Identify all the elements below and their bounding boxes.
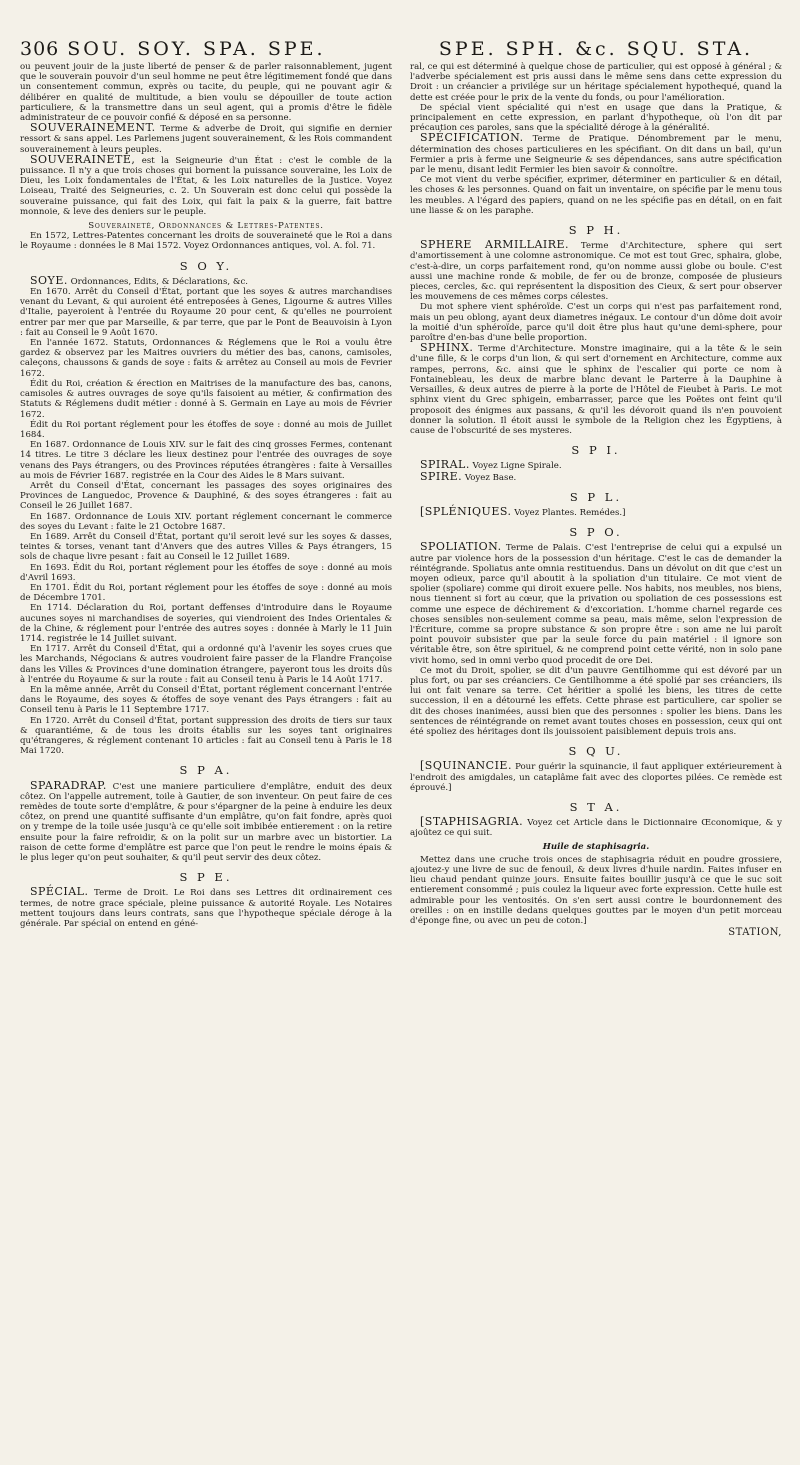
section-heading: S P L. [569,489,623,504]
section-heading: S Q U. [568,744,624,759]
entry-headword: SPARADRAP. [30,778,107,792]
dictionary-entry [410,133,782,175]
paragraph: Du mot sphere vient sphéroïde. C'est un corps qui n'est pas parfaitement rond, mais un peu oblong, ayant deux diametres inégaux. Le contour d'un dôme doit avoir la moitié d'un sphéroïde, parce qu'il doit être plus haut qu'une demi-sphere, pour paroître d'en-bas d'une belle proportion. [410,302,782,344]
paragraph: En 1670. Arrêt du Conseil d'État, portant que les soyes & autres marchandises venant du Levant, & qui auroient été entreposées à Genes, Ligourne & autres Villes d'Italie, payeroient à l'entrée du Royaume 20 pour cent, & qu'elles ne pourroient entrer par mer que par Marseille, & par terre, que par le Pont de Beauvoisin à Lyon : fait au Conseil le 9 Août 1670. [20,287,392,338]
entry-headword: SPIRE. [420,469,463,483]
paragraph: Mettez dans une cruche trois onces de staphisagria réduit en poudre grossiere, ajoutez-y une livre de suc de fenouil, & deux livres d'huile nardin. Faites infuser en lieu chaud pendant quinze jours. Ensuite faites bouillir jusqu'à ce que le suc soit entierement consommé ; puis coulez la liqueur avec forte expression. Cette huile est admirable pour les ventosités. On s'en sert aussi contre le bourdonnement des oreilles : on en instille dedans quelques gouttes par le moyen d'un petit morceau d'éponge fine, ou avec un peu de coton.] [410,854,782,927]
paragraph: En 1714. Déclaration du Roi, portant deffenses d'introduire dans le Royaume aucunes soyes ni marchandises de soyeries, qui viendroient des Indes Orientales & de la Chine, & réglement pour l'entrée des autres soyes : donnée à Marly le 11 Juin 1714. registrée le 14 Juillet suivant. [20,603,392,644]
section-heading: S P I. [571,443,621,458]
entry-text: Terme d'Architecture, sphere qui sert d'amortissement à une colomne astronomique. Ce mot est tout Grec, sphaira, globe, c'est-à-dire, un corps parfaitement rond, qu'on nomme aussi globe ou boule. C'est aussi une machine ronde & mobile, de fer ou de bronze, composée de plusieurs pieces, cercles, &c. qui représentent la disposition des Cieux, & sert pour observer les mouvemens de ces mêmes corps célestes. [410,241,782,303]
right-column [410,62,782,938]
entry-headword: SOUVERAINETÉ, [30,152,136,166]
entry-text: est la Seigneurie d'un État : c'est le comble de la puissance. Il n'y a que trois choses qui bornent la puissance souveraine, les Loix de Dieu, les Loix fondamentales de l'État, & les Loix naturelles de la Justice. Voyez Loiseau, Traité des Seigneuries, c. 2. Un Souverain est donc celui qui possède la souveraine puissance, qui fait des Loix, qui fait la paix & la guerre, fait battre monnoie, & leve des deniers sur le peuple. [20,155,392,217]
left-column [20,62,392,938]
entry-headword: SPIRAL. [420,458,470,472]
section-heading: S P A. [179,763,233,778]
entry-headword: [SQUINANCIE. [420,759,512,773]
dictionary-entry [410,469,782,483]
subheading: Souveraineté, Ordonnances & Lettres-Patentes. [88,221,324,232]
dictionary-entry [20,123,392,155]
left-running-title: SOU. SOY. SPA. SPE. [67,38,326,60]
paragraph: En 1720. Arrêt du Conseil d'État, portant suppression des droits de tiers sur taux & quarantiéme, & de tous les droits établis sur les soyes tant originaires qu'étrangeres, & réglement contenant 10 articles : fait au Conseil tenu à Paris le 18 Mai 1720. [20,715,392,757]
paragraph: Ce mot du Droit, spolier, se dit d'un pauvre Gentilhomme qui est dévoré par un plus fort, ou par ses créanciers. Ce Gentilhomme a été spolié par ses créanciers, ils lui ont fait venare sa terre. Cet héritier a spolié les biens, les titres de cette succession, il en a détourné les effets. Cette phrase est particuliere, car spolier se dit des choses inanimées, aussi bien que des personnes : spolier les biens. Dans les sentences de réintégrande on remet avant toutes choses en possession, ceux qui ont été spoliez des héritages dont ils jouissoient paisiblement depuis trois ans. [410,665,782,737]
paragraph: Édit du Roi, création & érection en Maitrises de la manufacture des bas, canons, camisoles & autres ouvrages de soye qu'ils faisoient au métier, & confirmation des Statuts & Réglemens dudit métier : donné à S. Germain en Laye au mois de Février 1672. [20,378,392,420]
entry-headword: SPHERE ARMILLAIRE. [420,238,570,252]
paragraph: En 1693. Édit du Roi, portant réglement pour les étoffes de soye : donné au mois d'Avril 1693. [20,562,392,583]
dictionary-entry [20,273,392,287]
dictionary-entry [410,817,782,838]
running-header [20,0,782,60]
entry-headword: SOUVERAINEMENT. [30,121,156,135]
entry-text: Terme & adverbe de Droit, qui signifie en dernier ressort & sans appel. Les Parlemens jugent souverainement, & les Rois commandent souverainement à leurs peuples. [20,124,392,155]
section-heading: S O Y. [179,258,233,273]
paragraph: En 1701. Édit du Roi, portant réglement pour les étoffes de soye : donné au mois de Décembre 1701. [20,582,392,604]
paragraph: En l'année 1672. Statuts, Ordonnances & Réglemens que le Roi a voulu être gardez & observez par les Maitres ouvriers du métier des bas, canons, camisoles, caleçons, chaussons & gands de soye : faits & arrêtez au Conseil au mois de Fevrier 1672. [20,338,392,379]
dictionary-entry [20,152,392,217]
catchword: STATION, [728,927,782,939]
recipe-title: Huile de staphisagria. [542,841,650,852]
dictionary-entry [410,343,782,436]
paragraph: En 1572, Lettres-Patentes concernant les droits de souveraineté que le Roi a dans le Royaume : données le 8 Mai 1572. Voyez Ordonnances antiques, vol. A. fol. 71. [20,231,392,252]
paragraph: En 1717. Arrêt du Conseil d'État, qui a ordonné qu'à l'avenir les soyes crues que les Marchands, Négocians & autres voudroient faire passer de la Flandre Françoise dans les Villes & Provinces d'une domination étrangere, payeront tous les droits dûs à l'entrée du Royaume & sur la route : fait au Conseil tenu à Paris le 14 Août 1717. [20,644,392,685]
paragraph: En la même année, Arrêt du Conseil d'État, portant réglement concernant l'entrée dans le Royaume, des soyes & étoffes de soye venant des Pays étrangers : fait au Conseil tenu à Paris le 11 Septembre 1717. [20,684,392,716]
paragraph: Édit du Roi portant réglement pour les étoffes de soye : donné au mois de Juillet 1684. [20,419,392,440]
paragraph: Arrêt du Conseil d'État, concernant les passages des soyes originaires des Provinces de Languedoc, Provence & Dauphiné, & des soyes étrangeres : fait au Conseil le 26 Juillet 1687. [20,480,392,512]
entry-text: Pour guérir la squinancie, il faut appliquer extérieurement à l'endroit des amigdales, un cataplâme fait avec des cloportes pilées. Ce remède est éprouvé.] [410,762,782,793]
entry-text: Voyez Plantes. Remédes.] [514,507,626,518]
entry-headword: SPÉCIAL. [30,885,89,899]
entry-text: Terme de Pratique. Dénombrement par le menu, détermination des choses particulieres en les spécifiant. On dit dans un bail, qu'un Fermier a pris à ferme une Seigneurie & ses dépendances, sans autre spécification par le menu, disant ledit Fermier les bien savoir & connoître. [410,134,782,176]
section-heading: S P H. [568,223,624,238]
right-running-title: SPE. SPH. &c. SQU. STA. [438,38,754,60]
dictionary-entry [410,460,782,471]
entry-headword: [SPLÉNIQUES. [420,504,512,518]
entry-headword: SPHINX. [420,341,474,355]
paragraph: En 1687. Ordonnance de Louis XIV. portant réglement concernant le commerce des soyes du Levant : faite le 21 Octobre 1687. [20,511,392,532]
paragraph: En 1687. Ordonnance de Louis XIV. sur le fait des cinq grosses Fermes, contenant 14 titres. Le titre 3 déclare les lieux destinez pour l'entrée des ouvrages de soye venans des Pays étrangers, ou des Provinces réputées étrangères : faite à Versailles au mois de Février 1687. registrée en la Cour des Aides le 8 Mars suivant. [20,440,392,481]
paragraph: De spécial vient spécialité qui n'est en usage que dans la Pratique, & principalement en cette expression, en parlant d'hypotheque, où l'on dit par précaution ces paroles, sans que la spécialité déroge à la généralité. [410,102,782,134]
page-number: 306 [20,38,60,60]
section-heading: S P E. [179,870,233,885]
two-column-body [20,62,782,938]
entry-text: Ordonnances, Edits, & Déclarations, &c. [70,276,249,287]
dictionary-entry [20,778,393,864]
paragraph: En 1689. Arrêt du Conseil d'État, portant qu'il seroit levé sur les soyes & dasses, teintes & torses, venant tant d'Anvers que des autres Villes & Pays étrangers, 15 sols de chaque livre pesant : fait au Conseil le 12 Juillet 1689. [20,531,392,563]
dictionary-entry [410,504,782,518]
section-heading: S T A. [569,800,623,814]
entry-headword: [STAPHISAGRIA. [420,815,524,829]
entry-text: Voyez Base. [464,472,517,483]
entry-headword: SPÉCIFICATION. [420,131,524,145]
entry-text: Voyez cet Article dans le Dictionnaire Œconomique, & y ajoûtez ce qui suit. [410,818,782,839]
paragraph: Ce mot vient du verbe spécifier, exprimer, déterminer en particulier & en détail, les choses & les personnes. Quand on fait un inventaire, on spécifie par le menu tous les meubles. A l'égard des papiers, quand on ne les spécifie pas en détail, on en fait une liasse & on les paraphe. [410,175,782,216]
entry-text: Terme de Droit. Le Roi dans ses Lettres dit ordinairement ces termes, de notre grace spéciale, pleine puissance & autorité Royale. Les Notaires mettent toujours dans leurs contrats, sans que l'hypotheque spéciale déroge à la générale. Par spécial on entend en géné- [20,888,392,930]
dictionary-entry [410,240,782,302]
entry-text: C'est une maniere particuliere d'emplâtre, enduit des deux côtez. On l'appelle autrement, toile à Gautier, de son inventeur. On peut faire de ces remèdes de toute sorte d'emplâtre, & pour s'épargner de la peine à enduire les deux côtez, on prend une quantité suffisante d'un emplâtre, qu'on fait fondre, après quoi on y trempe de la toile usée jusqu'à ce qu'elle soit imbibée entierement : on la retire ensuite pour la faire refroidir, & on la polit sur un marbre avec un bistortier. La raison de cette forme d'emplâtre est parce que l'on peut le rendre le moins épais & le plus leger qu'on peut souhaiter, & qu'il peut servir des deux côtez. [20,781,393,864]
paragraph: ral, ce qui est déterminé à quelque chose de particulier, qui est opposé à général ; & l'adverbe spécialement est pris aussi dans le même sens dans cette expression du Droit : un créancier a privilége sur un héritage spécialement hypothequé, quand la dette est créée pour le prix de la vente du fonds, ou pour l'amélioration. [410,62,782,103]
entry-text: Terme de Palais. C'est l'entreprise de celui qui a expulsé un autre par violence hors de la possession d'un héritage. C'est le cas de demander la réintégrande. Spoliatus ante omnia restituendus. Dans un dévolut on dit que c'est un moyen odieux, parce qu'il aboutit à la spoliation d'un titulaire. Ce mot vient de spolier (spoliare) comme qui diroit exuere pelle. Nos habits, nos meubles, nos biens, nous tiennent si fort au cœur, que la privation ou spoliation de ces possessions est comme une espece de déchirement & d'excoriation. L'homme charnel regarde ces choses sensibles non-seulement comme sa peau, mais même, selon l'expression de l'Écriture, comme sa propre substance & son propre être : son ame ne lui paroît point pouvoir subsister que par la seule force du pain matériel : il ignore son véritable être, son être spirituel, & ne comprend point cette vérité, non in solo pane vivit homo, sed in omni verbo quod procedit de ore Dei. [410,543,782,666]
section-heading: S P O. [569,525,623,540]
dictionary-entry [20,887,392,929]
entry-headword: SOYE. [30,273,68,287]
paragraph: ou peuvent jouir de la juste liberté de penser & de parler raisonnablement, jugent que le souverain pouvoir d'un seul homme ne peut être légitimement fondé que dans un consentement commun, exprès ou tacite, du peuple, qui ne pouvant agir & délibérer en qualité de multitude, a bien voulu se dépouiller de toute action particuliere, & la transmettre dans un seul agent, qui a promis d'être le fidèle administrateur de ce pouvoir confié & déposé en sa personne. [20,62,392,124]
entry-text: Voyez Ligne Spirale. [472,461,562,472]
entry-headword: SPOLIATION. [420,540,502,554]
dictionary-entry [410,542,782,665]
dictionary-entry [410,761,782,793]
entry-text: Terme d'Architecture. Monstre imaginaire, qui a la tête & le sein d'une fille, & le corps d'un lion, & qui sert d'ornement en Architecture, comme aux rampes, perrons, &c. ainsi que le sphinx de l'escalier qui porte ce nom à Fontainebleau, les deux de marbre blanc devant le Parterre à la Dauphine à Versailles, & deux autres de pierre à la porte de l'Hôtel de Fieubet à Paris. Le mot sphinx vient du Grec sphigein, embarrasser, parce que les Poëtes ont feint qu'il proposoit des énigmes aux passans, & qu'il les dévoroit quand ils n'en pouvoient donner la solution. Il étoit aussi le symbole de la Religion chez les Égyptiens, à cause de l'obscurité de ses mysteres. [410,344,783,436]
